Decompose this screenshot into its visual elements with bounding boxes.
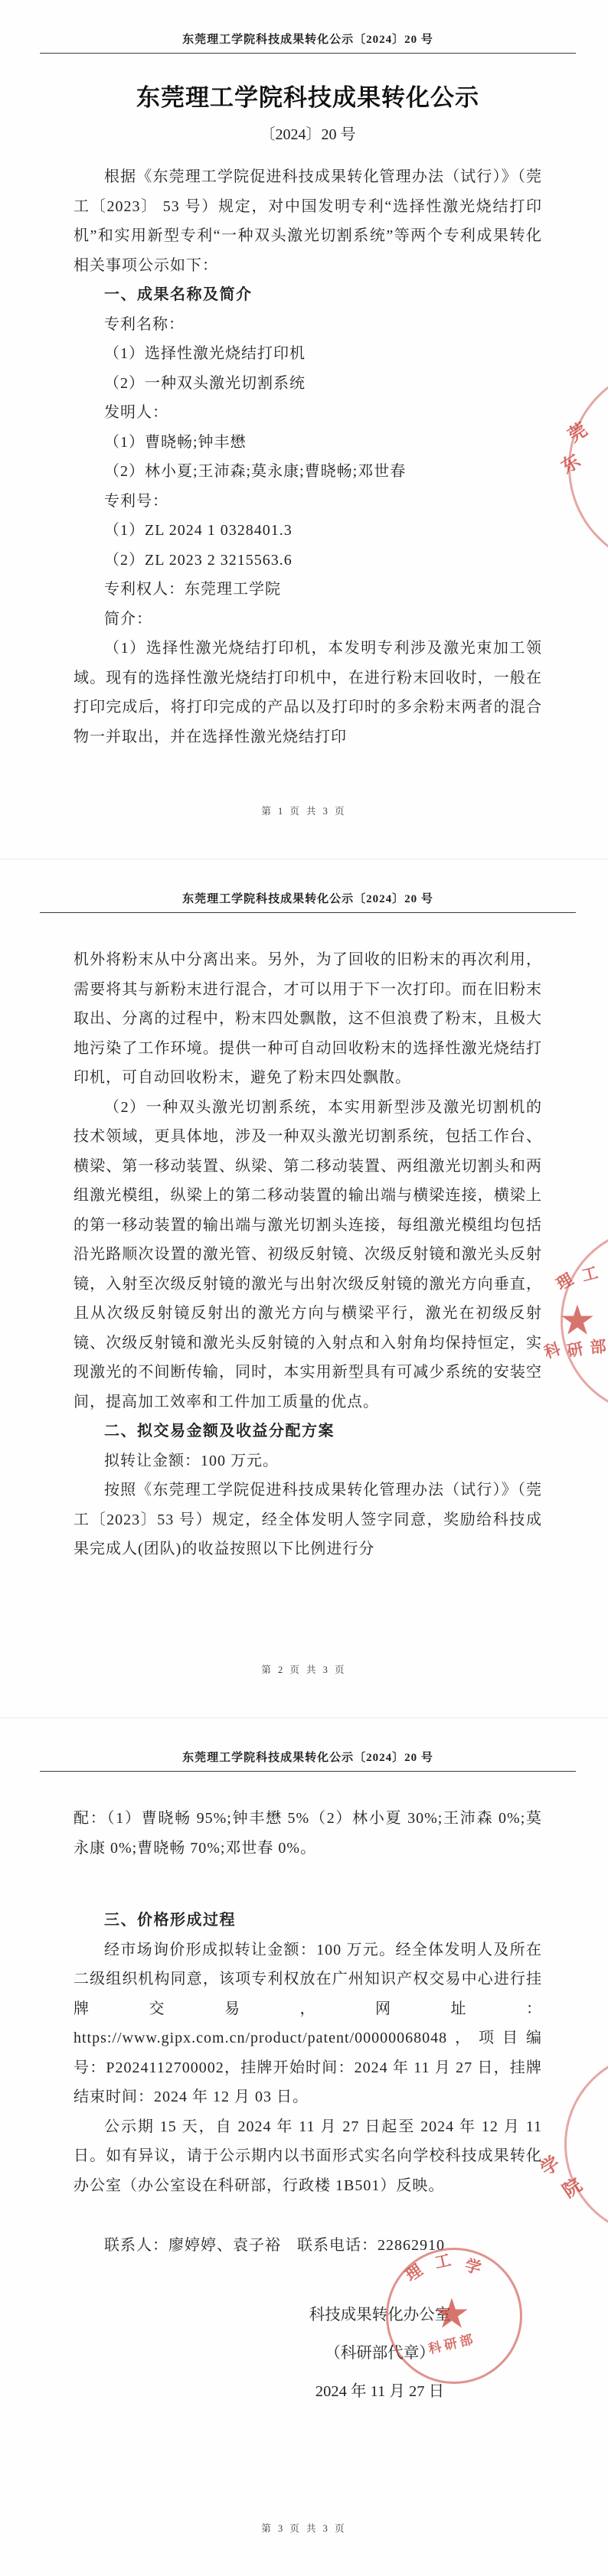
section-heading-3: 三、价格形成过程 [104,1912,236,1929]
doc-title: 东莞理工学院科技成果转化公示 [136,84,479,111]
seal-char: 学 [537,2153,564,2180]
seal-char: 部 [589,1337,607,1357]
seal-arc-char: 理 [402,2260,427,2285]
edge-seal-page2 [558,1227,608,1415]
paragraph: 简介： [104,610,152,628]
paragraph: 专利名称： [104,315,185,333]
page-header-text: 东莞理工学院科技成果转化公示〔2024〕20 号 [182,893,433,905]
page-2 [0,859,608,1717]
paragraph: （2）一种双头激光切割系统 [104,374,306,392]
page1-body [74,162,542,752]
paragraph: 配：（1）曹晓畅 95%;钟丰懋 5%（2）林小夏 30%;王沛森 0%;莫永康 0%;曹晓畅 70%;邓世春 0%。 [74,1810,542,1857]
signature-note: （科研部代章） [325,2344,435,2362]
page-footer: 第 3 页 共 3 页 [261,2523,347,2534]
seal-char: 研 [565,1339,585,1361]
seal-char: 工 [580,1263,600,1286]
paragraph: （1）选择性激光烧结打印机 [104,345,306,362]
seal-char: 莞 [564,419,591,447]
section-heading-1: 一、成果名称及简介 [104,286,253,303]
page3-body [74,1804,542,2261]
signature-block [257,2296,502,2411]
paragraph: 拟转让金额：100 万元。 [104,1452,279,1469]
page-1 [0,0,608,859]
seal-char: 理 [553,1270,577,1294]
page-header-text: 东莞理工学院科技成果转化公示〔2024〕20 号 [182,34,433,46]
paragraph: 根据《东莞理工学院促进科技成果转化管理办法（试行）》（莞工〔2023〕 53 号）规定，对中国发明专利“选择性激光烧结打印机”和实用新型专利“一种双头激光切割系统”等两个专利成果转化相关事项公示如下： [74,168,542,274]
paragraph: （1）选择性激光烧结打印机，本发明专利涉及激光束加工领域。现有的选择性激光烧结打印机中，在进行粉末回收时，一般在打印完成后，将打印完成的产品以及打印时的多余粉末两者的混合物一并取出，并在选择性激光烧结打印 [74,640,542,745]
seal-label: 科研部 [427,2331,478,2357]
paragraph: （2）一种双头激光切割系统，本实用新型涉及激光切割机的技术领域，更具体地，涉及一种双头激光切割系统，包括工作台、横梁、第一移动装置、纵梁、第二移动装置、两组激光切割头和两组激光模组，纵梁上的第二移动装置的输出端与横梁连接，横梁上的第一移动装置的输出端与激光切割头连接，每组激光模组均包括沿光路顺次设置的激光管、初级反射镜、次级反射镜和激光头反射镜，入射至次级反射镜的激光与出射次级反射镜的激光方向垂直，且从次级反射镜反射出的激光方向与横梁平行，激光在初级反射镜、次级反射镜和激光头反射镜的入射点和入射角均保持恒定，实现激光的不间断传输，同时，本实用新型具有可减少系统的安装空间，提高加工效率和工件加工质量的优点。 [74,1098,542,1410]
page-header [40,890,576,913]
edge-seal-page3 [564,2052,608,2237]
paragraph: 发明人： [104,404,168,421]
paragraph: 按照《东莞理工学院促进科技成果转化管理办法（试行）》（莞工〔2023〕53 号）规定，经全体发明人签字同意，奖励给科技成果完成人(团队)的收益按照以下比例进行分 [74,1482,542,1557]
paragraph: （1）曹晓畅;钟丰懋 [104,433,247,451]
seal-char: 东 [557,451,584,478]
paragraph: 经市场询价形成拟转让金额：100 万元。经全体发明人及所在二级组织机构同意，该项专利权放在广州知识产权交易中心进行挂牌交易，网址：https://www.gipx.com.cn/product/patent/00000068048，项目编号：P2024112700002，挂牌开始时间：2024 年 11 月 27 日，挂牌结束时间：2024 年 12 月 03 日。 [74,1941,542,2105]
paragraph: （2）ZL 2023 2 3215563.6 [104,551,293,569]
seal-arc-char: 学 [463,2255,483,2278]
edge-seal-page1 [568,365,608,569]
seal-char: 科 [541,1339,564,1362]
page-header-text: 东莞理工学院科技成果转化公示〔2024〕20 号 [182,1752,433,1764]
page-3 [0,1717,608,2576]
signature-date: 2024 年 11 月 27 日 [315,2382,445,2400]
paragraph: 专利号： [104,492,168,510]
page-footer: 第 1 页 共 3 页 [261,806,347,817]
signature-office: 科技成果转化办公室 [309,2306,451,2323]
page-footer: 第 2 页 共 3 页 [261,1665,347,1675]
page-header [40,31,576,54]
star-icon: ★ [558,1297,597,1344]
paragraph: （2）林小夏;王沛森;莫永康;曹晓畅;邓世春 [104,463,407,480]
doc-number: 〔2024〕20 号 [260,126,356,143]
seal-char: 院 [559,2175,587,2203]
section-heading-2: 二、拟交易金额及收益分配方案 [104,1423,335,1440]
page-header [40,1749,576,1772]
paragraph: 机外将粉末从中分离出来。另外，为了回收的旧粉末的再次利用，需要将其与新粉末进行混合，才可以用于下一次打印。而在旧粉末取出、分离的过程中，粉末四处飘散，这不但浪费了粉末，且极大地污染了工作环境。提供一种可自动回收粉末的选择性激光烧结打印机，可自动回收粉末，避免了粉末四处飘散。 [74,951,542,1086]
contact-line: 联系人：廖婷婷、袁子裕 联系电话：22862910 [104,2237,445,2254]
paragraph: 公示期 15 天，自 2024 年 11 月 27 日起至 2024 年 12 月 11 日。如有异议，请于公示期内以书面形式实名向学校科技成果转化办公室（办公室设在科研部，行政楼 1B501）反映。 [74,2118,542,2194]
paragraph: 专利权人：东莞理工学院 [104,581,281,598]
page2-body [74,945,542,1564]
star-icon: ★ [433,2291,471,2337]
paragraph: （1）ZL 2024 1 0328401.3 [104,522,293,539]
seal-arc-char: 工 [433,2251,453,2272]
